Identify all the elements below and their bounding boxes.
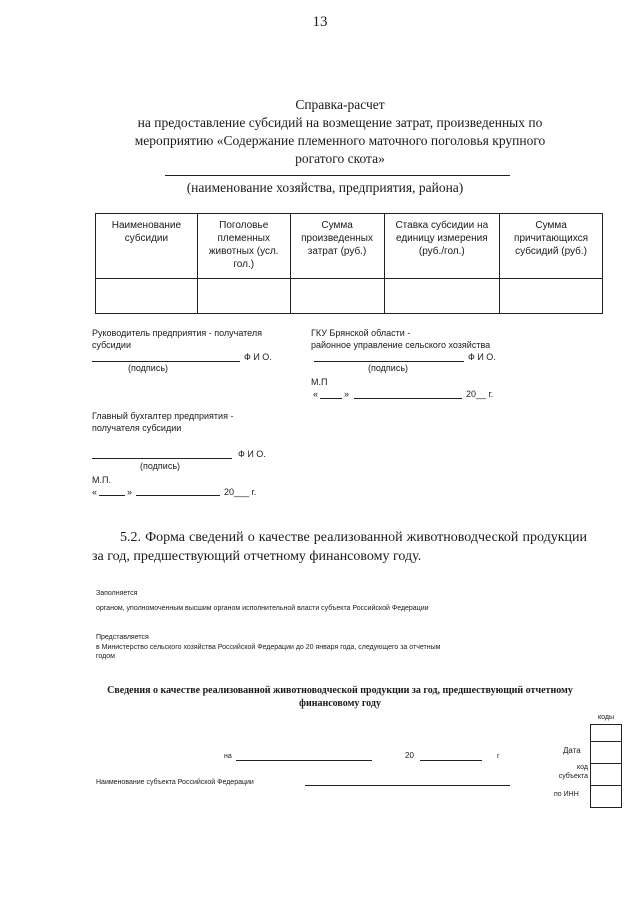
certificate-line-3: рогатого скота» <box>295 151 385 166</box>
form-title-line-2: финансовому году <box>299 698 381 709</box>
head-signature-block <box>92 327 312 351</box>
subject-name-line[interactable] <box>305 785 510 786</box>
table-cell[interactable] <box>384 279 500 314</box>
header-costs-sum: Сумма произведенных затрат (руб.) <box>290 214 384 279</box>
gku-date-month-line[interactable] <box>354 398 462 399</box>
filled-label: Заполняется <box>96 590 138 597</box>
accountant-podpis-caption: (подпись) <box>140 461 181 471</box>
table-cell[interactable] <box>197 279 290 314</box>
accountant-fio: Ф И О. <box>238 449 266 459</box>
gku-mp: М.П <box>311 377 328 387</box>
code-box-inn[interactable] <box>590 785 622 808</box>
gku-date-year: 20__ г. <box>466 389 494 399</box>
inn-label: по ИНН <box>554 791 579 798</box>
date-g-label: г <box>497 753 500 760</box>
date-twenty-label: 20 <box>405 751 414 760</box>
certificate-line-2: мероприятию «Содержание племенного маточного поголовья крупного <box>134 133 546 148</box>
accountant-date-year: 20___ г. <box>224 487 257 497</box>
table-cell[interactable] <box>500 279 603 314</box>
table-cell[interactable] <box>96 279 198 314</box>
section-heading: 5.2. Форма сведений о качестве реализованной животноводческой продукции за год, предшествующий отчетному финансовому году. <box>92 530 587 564</box>
subject-code-label-line-2: субъекта <box>558 773 588 780</box>
subject-code-label-line-1: код <box>577 764 588 771</box>
gku-signature-block <box>311 327 551 351</box>
certificate-line-1: на предоставление субсидий на возмещение затрат, произведенных по <box>137 115 543 130</box>
date-period-line[interactable] <box>236 760 372 761</box>
code-box-date[interactable] <box>590 741 622 764</box>
submitted-label: Представляется <box>96 634 149 641</box>
codes-label: коды <box>598 714 614 721</box>
gku-date-day-line[interactable] <box>320 398 342 399</box>
organization-name-caption: (наименование хозяйства, предприятия, района) <box>186 180 464 195</box>
gku-podpis-caption: (подпись) <box>368 363 409 373</box>
date-year-line[interactable] <box>420 760 482 761</box>
gku-date-quote-close: » <box>344 389 350 399</box>
subject-name-label: Наименование субъекта Российской Федерации <box>96 779 254 786</box>
accountant-date-month-line[interactable] <box>136 495 220 496</box>
accountant-title-line-1: Главный бухгалтер предприятия - <box>92 411 234 421</box>
accountant-title-line-2: получателя субсидии <box>92 423 182 433</box>
accountant-date-quote-open: « <box>92 487 98 497</box>
code-box-form[interactable] <box>590 724 622 742</box>
organization-name-line <box>165 175 510 176</box>
gku-fio: Ф И О. <box>468 352 496 362</box>
head-fio: Ф И О. <box>244 352 272 362</box>
header-subsidy-name: Наименование субсидии <box>96 214 198 279</box>
certificate-heading <box>100 96 580 168</box>
accountant-signature-block <box>92 410 312 434</box>
subsidy-calculation-table <box>95 213 603 314</box>
table-row <box>96 279 603 314</box>
submitted-to-text <box>96 643 526 661</box>
accountant-date-quote-close: » <box>127 487 133 497</box>
subject-code-label <box>558 763 588 781</box>
header-subsidy-rate: Ставка субсидии на единицу измерения (руб./гол.) <box>384 214 500 279</box>
gku-title-line-1: ГКУ Брянской области - <box>311 328 411 338</box>
form-title <box>90 684 590 710</box>
filled-by-text: органом, уполномоченным высшим органом исполнительной власти субъекта Российской Федерации <box>96 605 429 612</box>
page-number: 13 <box>312 14 328 30</box>
submitted-to-line-2: годом <box>96 653 115 660</box>
submitted-to-line-1: в Министерство сельского хозяйства Российской Федерации до 20 января года, следующего за отчетным <box>96 644 441 651</box>
accountant-signature-line[interactable] <box>92 458 232 459</box>
head-title-line-1: Руководитель предприятия - получателя <box>92 328 263 338</box>
certificate-title: Справка-расчет <box>295 97 385 112</box>
accountant-date-day-line[interactable] <box>99 495 125 496</box>
head-podpis-caption: (подпись) <box>128 363 169 373</box>
table-cell[interactable] <box>290 279 384 314</box>
gku-title-line-2: районное управление сельского хозяйства <box>311 340 491 350</box>
head-title-line-2: субсидии <box>92 340 131 350</box>
header-subsidy-due: Сумма причитающихся субсидий (руб.) <box>500 214 603 279</box>
date-label: Дата <box>563 746 581 755</box>
code-box-subject[interactable] <box>590 763 622 786</box>
accountant-mp: М.П. <box>92 475 111 485</box>
header-livestock-count: Поголовье племенных животных (усл. гол.) <box>197 214 290 279</box>
date-na-label: на <box>224 753 232 760</box>
gku-date-quote-open: « <box>313 389 319 399</box>
form-title-line-1: Сведения о качестве реализованной животноводческой продукции за год, предшествующий отчетному <box>107 685 573 696</box>
table-header-row <box>96 214 603 279</box>
